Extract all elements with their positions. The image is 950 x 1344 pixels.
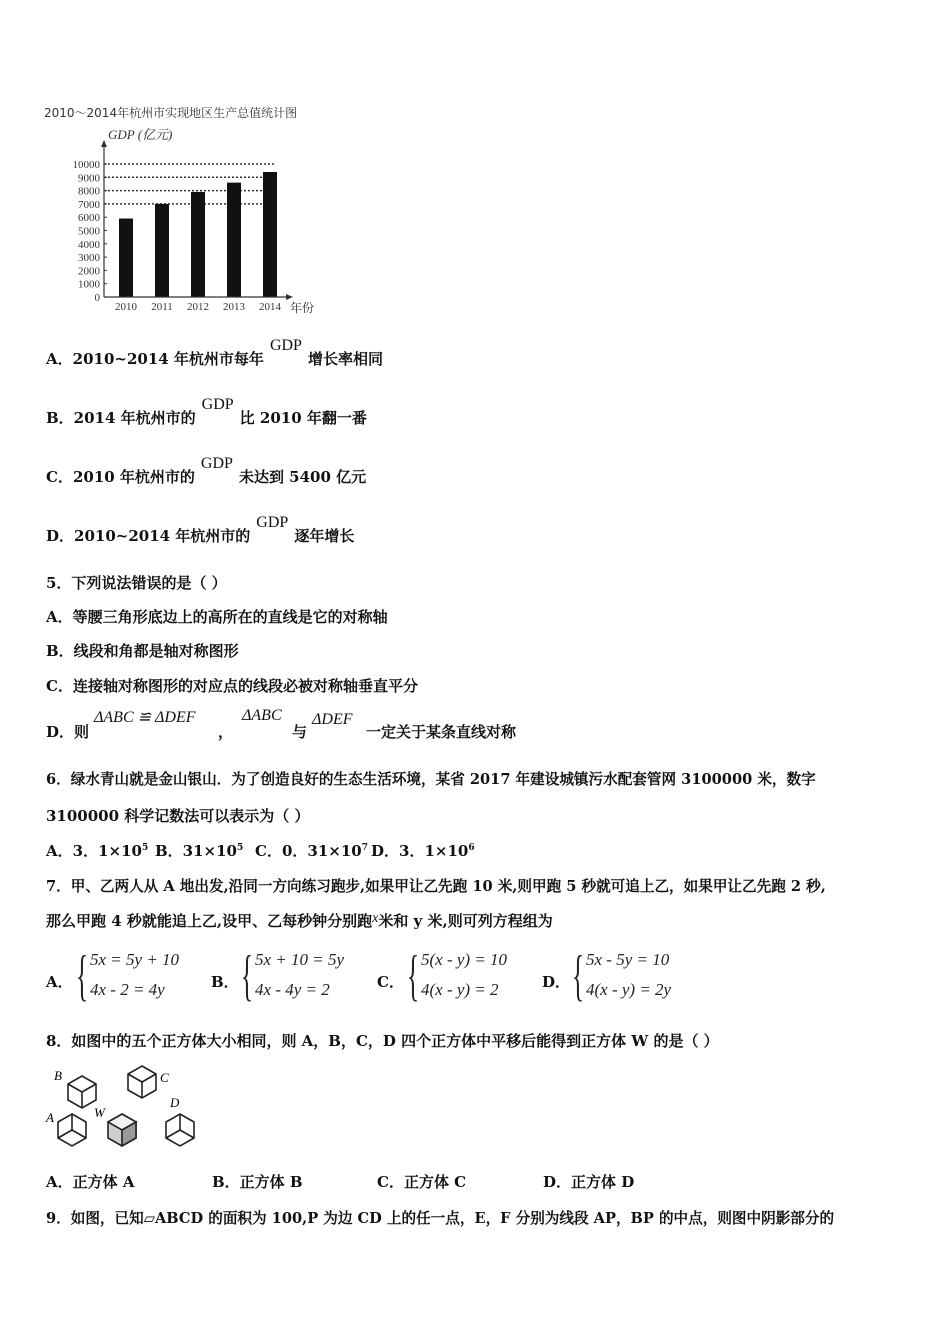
q4-option-gdp: GDP: [256, 514, 289, 531]
y-tick-label: 9000: [78, 172, 100, 185]
y-tick-label: 0: [94, 292, 100, 304]
y-axis-arrow: [101, 140, 107, 147]
q5-d-with: 与: [292, 723, 308, 741]
equation-2: 4x - 2 = 4y: [90, 980, 165, 999]
q4-option-rest: 比 2010 年翻一番: [239, 409, 367, 427]
q4-option-label: B．2014 年杭州市的: [46, 409, 196, 427]
brace-glyph: {: [572, 945, 585, 1007]
bar-chart: [44, 120, 344, 335]
x-tick-label: 2013: [223, 301, 245, 313]
y-tick-label: 6000: [78, 212, 100, 225]
q8-cubes-figure: [44, 1060, 204, 1152]
q4-option-gdp: GDP: [200, 455, 233, 472]
q6-option-b: [155, 840, 243, 861]
q7-option-a-label: A．: [46, 973, 73, 991]
cube-label-d: D: [170, 1095, 180, 1110]
q7-line2-x: x: [372, 911, 379, 926]
cube-c: [128, 1066, 156, 1098]
brace-glyph: {: [407, 945, 420, 1007]
y-tick-label: 3000: [78, 252, 100, 265]
x-axis-arrow: [286, 294, 293, 300]
cube-d: [166, 1114, 194, 1146]
y-tick-label: 1000: [78, 278, 100, 291]
q8-option-b: B．正方体 B: [212, 1173, 303, 1191]
bar-2014: [263, 172, 277, 297]
brace-glyph: {: [76, 945, 89, 1007]
q4-option-rest: 未达到 5400 亿元: [238, 468, 367, 486]
q6-line2: 3100000 科学记数法可以表示为（ ）: [46, 807, 310, 825]
q4-option-gdp: GDP: [269, 337, 302, 354]
q5-option-c: C．连接轴对称图形的对应点的线段必被对称轴垂直平分: [46, 677, 418, 695]
q4-option-rest: 逐年增长: [294, 527, 355, 545]
q4-option-a: [46, 337, 383, 378]
equation-2: 4(x - y) = 2y: [586, 980, 672, 999]
cube-label-w: W: [94, 1105, 105, 1120]
q4-option-b: [46, 396, 367, 437]
chart-title: 2010～2014年杭州市实现地区生产总值统计图: [44, 106, 298, 120]
q6-c-exp: 7: [361, 843, 368, 853]
cube-w: [108, 1114, 136, 1146]
q5-d-triangle-abc: ΔABC: [242, 707, 282, 724]
y-tick-label: 8000: [78, 185, 100, 198]
bar-2010: [119, 219, 133, 297]
q5-option-a: A．等腰三角形底边上的高所在的直线是它的对称轴: [46, 608, 388, 626]
q6-d-exp: 6: [468, 843, 475, 853]
x-axis-label: 年份: [290, 301, 315, 315]
q6-b-exp: 5: [237, 843, 244, 853]
q7-line1: 7．甲、乙两人从 A 地出发,沿同一方向练习跑步,如果甲让乙先跑 10 米,则甲跑 5 秒就可追上乙，如果甲让乙先跑 2 秒,: [46, 878, 826, 895]
y-tick-label: 4000: [78, 238, 100, 251]
equation-2: 4(x - y) = 2: [421, 980, 499, 999]
bar-2013: [227, 183, 241, 297]
q5-d-triangle-def: ΔDEF: [312, 711, 353, 728]
bar-2011: [155, 204, 169, 297]
cube-b: [68, 1076, 96, 1108]
q4-option-label: A．2010~2014 年杭州市每年: [46, 350, 264, 368]
x-tick-label: 2011: [151, 301, 173, 313]
q7-line2: [46, 910, 553, 931]
q6-b-text: B．31×10: [155, 842, 237, 860]
cube-label-a: A: [46, 1110, 54, 1125]
bar-2012: [191, 192, 205, 297]
brace-glyph: {: [241, 945, 254, 1007]
y-tick-label: 5000: [78, 225, 100, 238]
x-tick-label: 2014: [259, 301, 281, 313]
q7-line2-a: 那么甲跑 4 秒就能追上乙,设甲、乙每秒钟分别跑: [46, 912, 373, 930]
q6-option-d: [371, 840, 475, 861]
q5-stem: 5．下列说法错误的是（ ）: [46, 574, 227, 592]
q7-option-c-label: C．: [377, 973, 404, 991]
q5-d-rest: 一定关于某条直线对称: [366, 723, 517, 741]
q7-option-c-system: [407, 945, 537, 1007]
q5-option-b: B．线段和角都是轴对称图形: [46, 642, 239, 660]
q5-d-congruence: ΔABC ≌ ΔDEF: [94, 709, 196, 726]
q7-option-a-system: [76, 945, 206, 1007]
x-tick-label: 2010: [115, 301, 137, 313]
q6-line1: 6．绿水青山就是金山银山．为了创造良好的生态生活环境，某省 2017 年建设城镇污水配套管网 3100000 米，数字: [46, 771, 816, 788]
q8-option-a: A．正方体 A: [46, 1173, 135, 1191]
equation-1: 5x + 10 = 5y: [255, 950, 345, 969]
q5-d-prefix: D．则: [46, 723, 90, 741]
x-tick-label: 2012: [187, 301, 209, 313]
q4-option-label: D．2010~2014 年杭州市的: [46, 527, 251, 545]
equation-2: 4x - 4y = 2: [255, 980, 330, 999]
q7-option-d-label: D．: [542, 973, 571, 991]
cube-a: [58, 1114, 86, 1146]
q6-a-text: A．3．1×10: [46, 842, 142, 860]
q7-option-b-label: B．: [211, 973, 239, 991]
q8-stem: 8．如图中的五个正方体大小相同，则 A，B，C，D 四个正方体中平移后能得到正方体 W 的是（ ）: [46, 1032, 719, 1050]
q6-a-exp: 5: [141, 843, 149, 853]
equation-1: 5x - 5y = 10: [586, 950, 670, 969]
y-tick-label: 2000: [78, 265, 100, 278]
equation-1: 5(x - y) = 10: [421, 950, 508, 969]
q4-option-c: [46, 455, 367, 496]
q8-option-c: C．正方体 C: [377, 1173, 467, 1191]
q5-d-comma: ，: [218, 723, 234, 741]
q6-d-text: D．3．1×10: [371, 842, 469, 860]
q4-option-rest: 增长率相同: [307, 350, 383, 368]
q6-option-a: [46, 840, 148, 861]
q6-option-c: [255, 840, 368, 861]
y-tick-label: 10000: [72, 159, 100, 171]
q4-option-gdp: GDP: [201, 396, 234, 413]
y-tick-label: 7000: [78, 198, 100, 211]
q6-c-text: C．0．31×10: [255, 842, 362, 860]
q7-option-d-system: [572, 945, 702, 1007]
q9-stem: 9．如图，已知▱ABCD 的面积为 100,P 为边 CD 上的任一点，E，F 分别为线段 AP，BP 的中点，则图中阴影部分的: [46, 1210, 835, 1227]
cube-label-b: B: [54, 1068, 62, 1083]
y-axis-label: GDP (亿元): [108, 127, 173, 142]
cube-label-c: C: [160, 1070, 169, 1085]
q4-option-d: [46, 514, 355, 555]
q4-option-label: C．2010 年杭州市的: [46, 468, 195, 486]
q5-option-d: [46, 707, 606, 747]
q8-option-d: D．正方体 D: [543, 1173, 635, 1191]
q7-line2-b: 米和 y 米,则可列方程组为: [378, 912, 553, 930]
q7-option-b-system: [241, 945, 371, 1007]
equation-1: 5x = 5y + 10: [90, 950, 180, 969]
